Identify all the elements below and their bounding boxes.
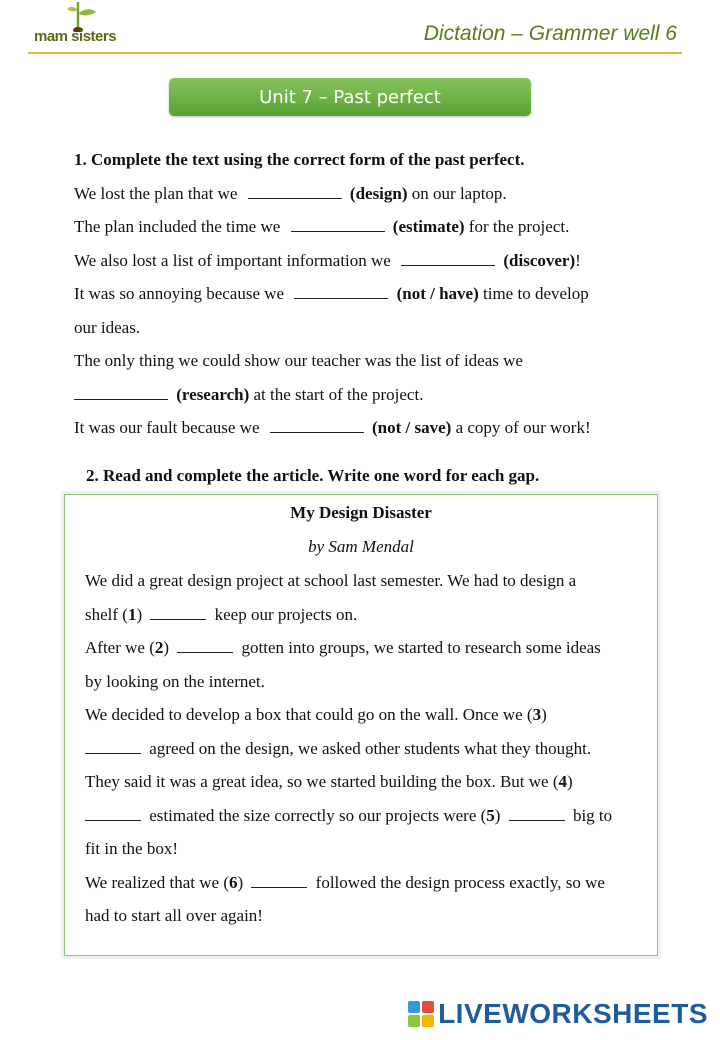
logo-square	[408, 1015, 420, 1027]
answer-blank-2[interactable]	[291, 215, 385, 232]
article-body	[85, 564, 651, 933]
line-text: for the project.	[468, 217, 570, 236]
article-blank-6[interactable]	[251, 871, 307, 888]
article-box	[64, 494, 658, 956]
line-text: The plan included the time we	[74, 217, 281, 236]
line-text: big to	[572, 805, 613, 825]
header-divider	[28, 52, 682, 54]
article-line	[85, 631, 651, 665]
liveworksheets-logo-icon	[408, 1001, 434, 1027]
mamsisters-logo	[30, 0, 130, 54]
document-title: Dictation – Grammer well 6	[423, 22, 677, 45]
verb-hint: (discover)	[503, 250, 576, 270]
exercise-1-instruction: 1. Complete the text using the correct form of the past perfect.	[74, 150, 525, 169]
liveworksheets-wordmark: LIVEWORKSHEETS	[438, 998, 708, 1029]
article-line	[85, 799, 651, 833]
exercise-1-line	[74, 177, 674, 211]
line-text: gotten into groups, we started to research some ideas	[241, 638, 601, 657]
gap-number: 6	[229, 872, 238, 892]
logo-text: mam sisters	[34, 28, 117, 45]
exercise-1-line	[74, 210, 674, 244]
exercise-1-line: The only thing we could show our teacher was the list of ideas we	[74, 351, 523, 370]
article-line: We did a great design project at school last semester. We had to design a	[85, 571, 577, 590]
gap-number: 4	[558, 772, 568, 791]
answer-blank-4[interactable]	[294, 282, 388, 299]
verb-hint: (design)	[349, 183, 408, 203]
line-text: They said it was a great idea, so we started building the box. But we (	[85, 772, 559, 791]
article-title: My Design Disaster	[290, 503, 432, 522]
line-text: estimated the size correctly so our projects were (	[149, 805, 487, 825]
line-text: )	[136, 604, 143, 624]
article-line	[85, 698, 651, 732]
line-text: We also lost a list of important information we	[74, 250, 391, 270]
answer-blank-3[interactable]	[401, 249, 495, 266]
line-text: !	[575, 250, 581, 270]
exercise-1	[74, 143, 674, 445]
article-line: had to start all over again!	[85, 906, 263, 925]
line-text: followed the design process exactly, so we	[315, 872, 605, 892]
line-text: agreed on the design, we asked other students what they thought.	[149, 738, 592, 758]
line-text: a copy of our work!	[455, 418, 591, 437]
exercise-1-line: our ideas.	[74, 317, 141, 337]
logo-square	[408, 1001, 420, 1013]
article-line	[85, 866, 651, 900]
article-line	[85, 732, 651, 766]
exercise-2-instruction: 2. Read and complete the article. Write one word for each gap.	[86, 466, 540, 485]
line-text: at the start of the project.	[253, 384, 424, 404]
line-text: on our laptop.	[411, 183, 507, 203]
answer-blank-6[interactable]	[270, 416, 364, 433]
line-text: We decided to develop a box that could go on the wall. Once we (	[85, 705, 533, 724]
logo-square	[422, 1015, 434, 1027]
line-text: We realized that we (	[85, 872, 229, 892]
line-text: shelf (	[85, 604, 128, 624]
answer-blank-1[interactable]	[248, 182, 342, 199]
article-line: fit in the box!	[85, 839, 179, 858]
article-blank-3[interactable]	[85, 737, 141, 754]
line-text: )	[163, 638, 170, 657]
gap-number: 1	[127, 604, 137, 624]
logo-square	[422, 1001, 434, 1013]
verb-hint: (estimate)	[392, 217, 465, 236]
line-text: keep our projects on.	[214, 604, 358, 624]
gap-number: 5	[486, 805, 495, 825]
line-text: After we (	[85, 638, 155, 657]
liveworksheets-brand	[408, 998, 708, 1030]
line-text: time to develop	[483, 284, 589, 303]
verb-hint: (not / save)	[372, 418, 452, 437]
line-text: )	[567, 772, 573, 791]
article-line	[85, 598, 651, 632]
verb-hint: (not / have)	[396, 284, 479, 303]
article-author: by Sam Mendal	[308, 537, 414, 556]
line-text: We lost the plan that we	[74, 183, 238, 203]
exercise-1-line	[74, 277, 674, 311]
answer-blank-5[interactable]	[74, 383, 168, 400]
gap-number: 2	[154, 638, 164, 657]
article-blank-2[interactable]	[177, 636, 233, 653]
line-text: )	[237, 872, 244, 892]
exercise-1-line	[74, 378, 674, 412]
unit-title-banner	[169, 78, 531, 116]
verb-hint: (research)	[176, 384, 250, 404]
line-text: )	[541, 705, 547, 724]
exercise-1-line	[74, 411, 674, 445]
article-blank-4[interactable]	[85, 804, 141, 821]
article-blank-5[interactable]	[509, 804, 565, 821]
line-text: It was our fault because we	[74, 418, 260, 437]
unit-title: Unit 7 – Past perfect	[259, 86, 441, 108]
article-line: by looking on the internet.	[85, 671, 265, 691]
article-blank-1[interactable]	[150, 603, 206, 620]
article-line	[85, 765, 651, 799]
line-text: )	[494, 805, 501, 825]
line-text: It was so annoying because we	[74, 284, 285, 303]
gap-number: 3	[532, 705, 542, 724]
exercise-1-line	[74, 244, 674, 278]
